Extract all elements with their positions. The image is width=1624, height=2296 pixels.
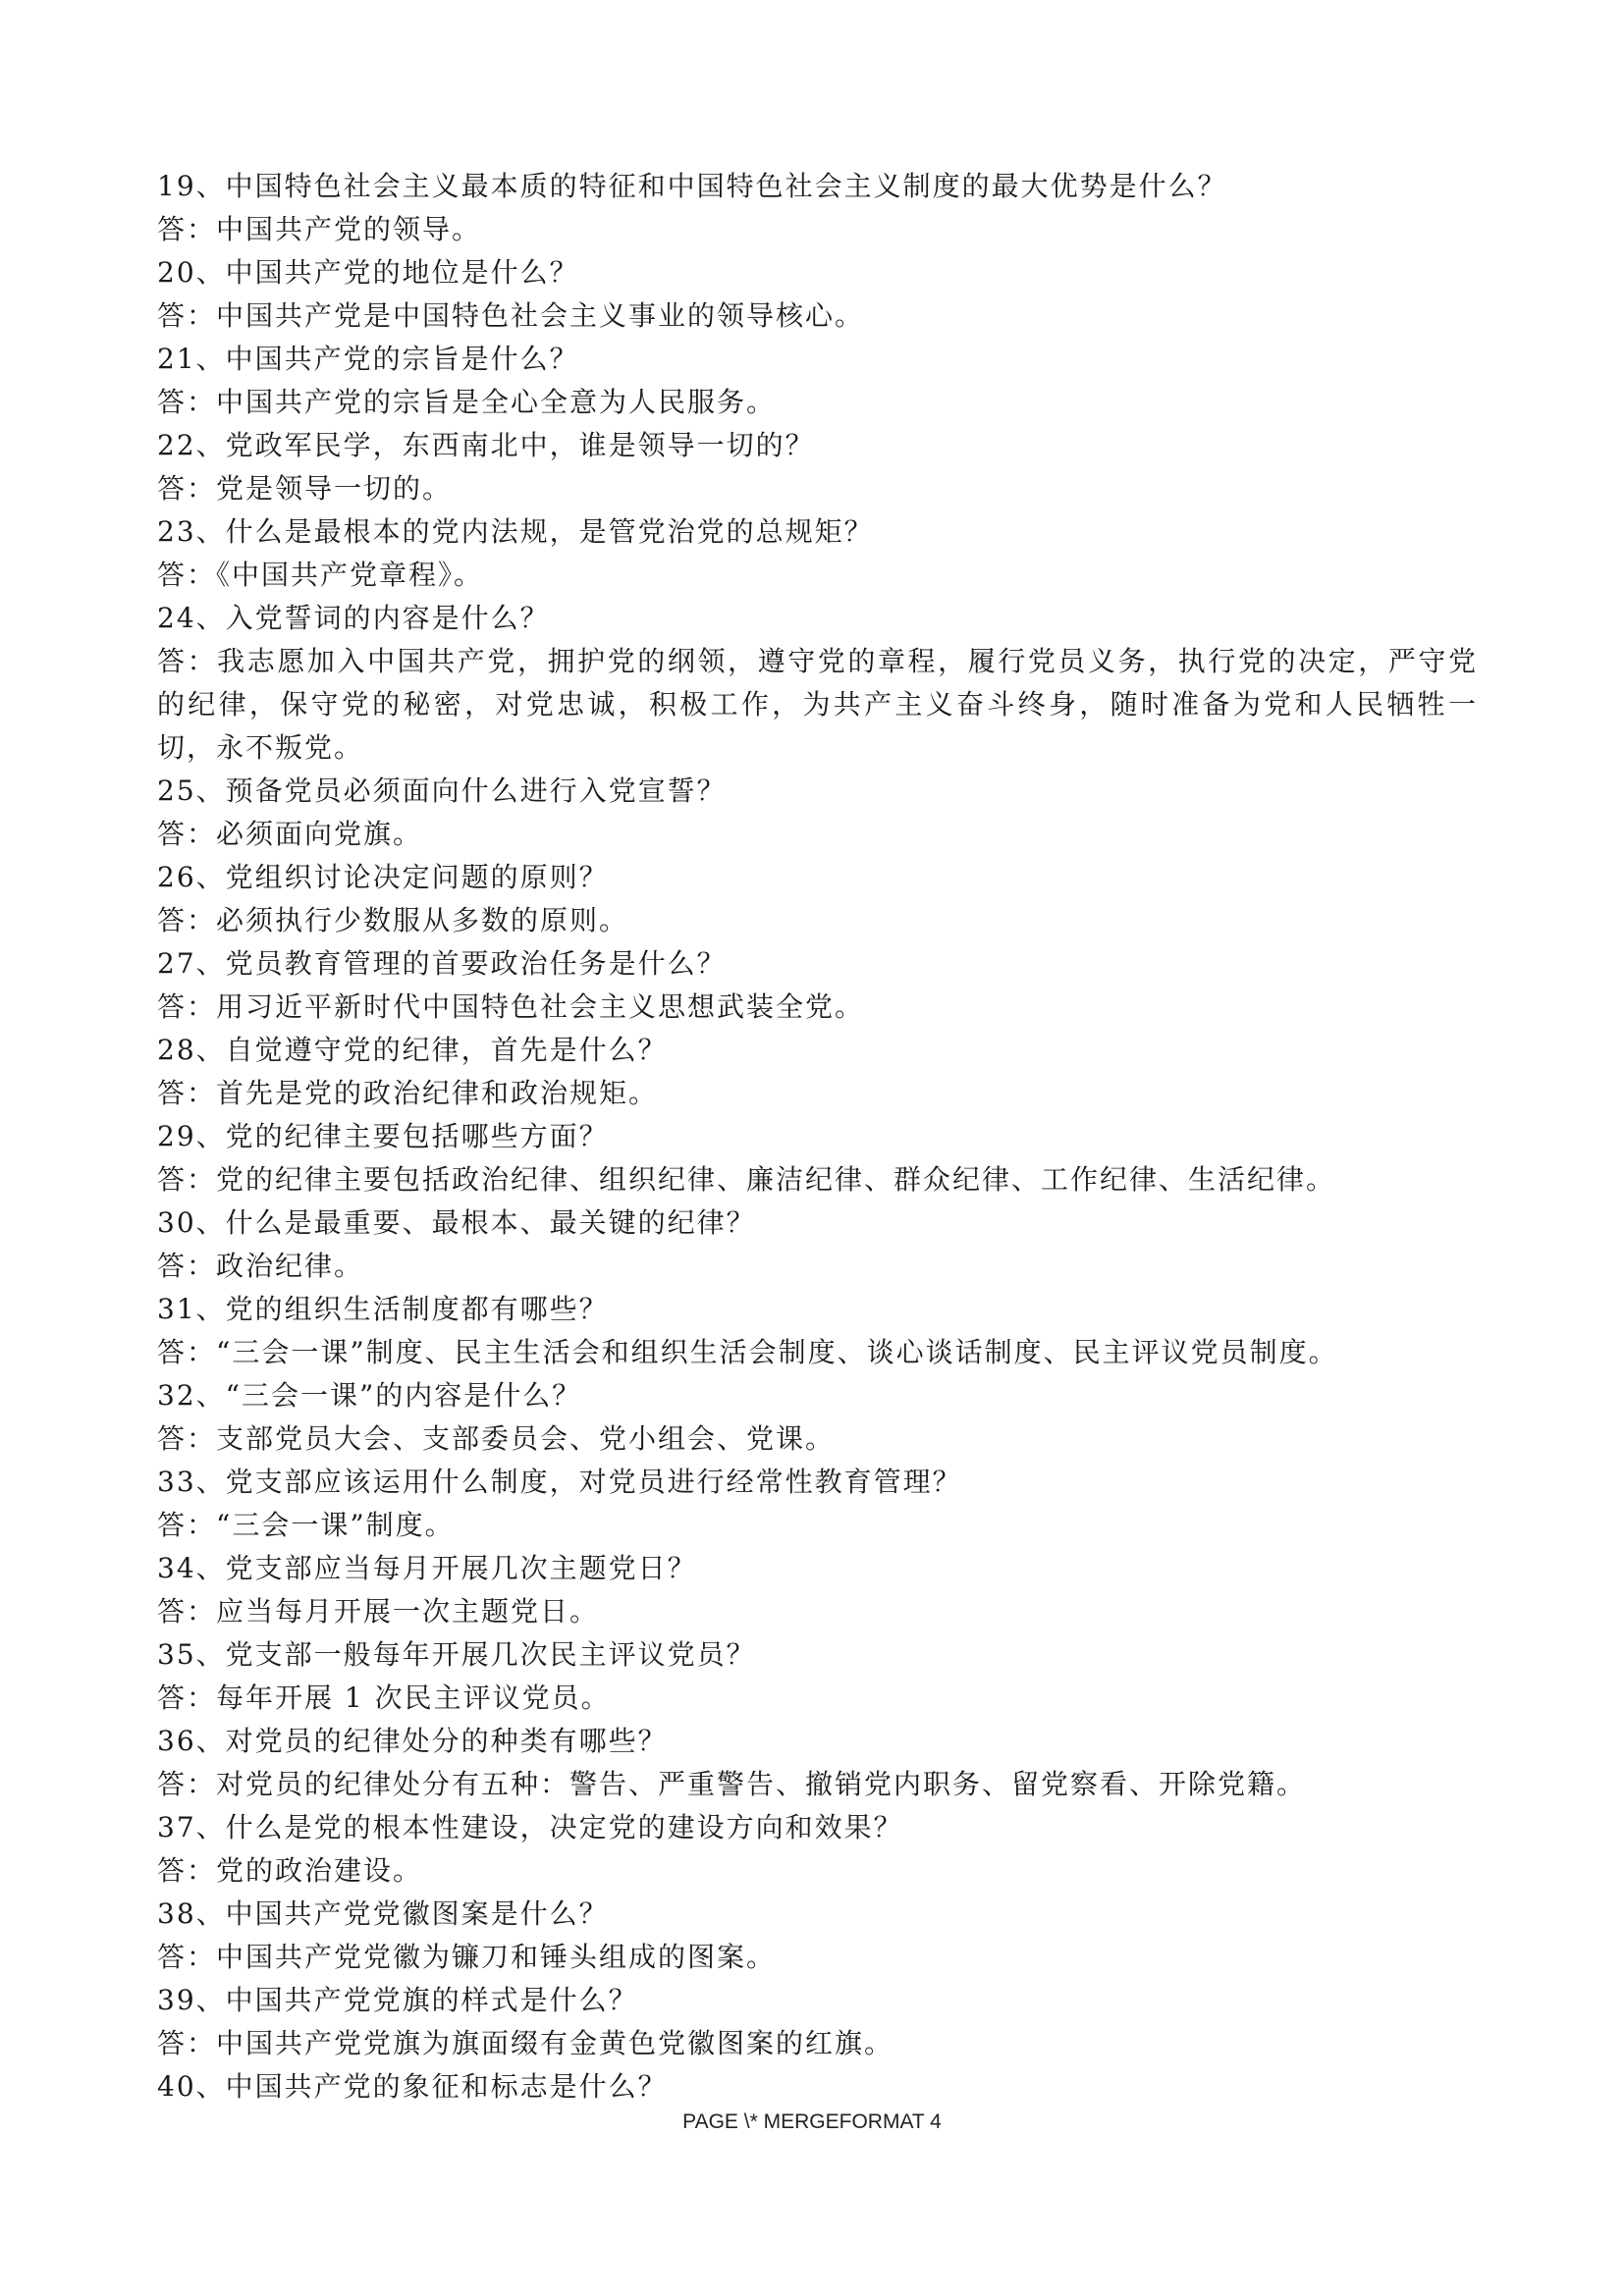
question-26: 26、党组织讨论决定问题的原则？ [157,861,609,893]
answer-19: 答：中国共产党的领导。 [157,213,482,245]
question-21: 21、中国共产党的宗旨是什么？ [157,343,579,375]
page-footer: PAGE \* MERGEFORMAT 4 [682,2110,942,2133]
question-29: 29、党的纪律主要包括哪些方面？ [157,1120,609,1152]
question-39: 39、中国共产党党旗的样式是什么？ [157,1984,638,2016]
answer-39: 答：中国共产党党旗为旗面缀有金黄色党徽图案的红旗。 [157,2027,894,2059]
question-27: 27、党员教育管理的首要政治任务是什么？ [157,947,727,980]
answer-21: 答：中国共产党的宗旨是全心全意为人民服务。 [157,386,777,418]
question-40: 40、中国共产党的象征和标志是什么？ [157,2070,668,2103]
question-30: 30、什么是最重要、最根本、最关键的纪律？ [157,1206,756,1239]
question-20: 20、中国共产党的地位是什么？ [157,256,579,289]
answer-25: 答：必须面向党旗。 [157,818,423,850]
answer-28: 答：首先是党的政治纪律和政治规矩。 [157,1077,659,1109]
question-35: 35、党支部一般每年开展几次民主评议党员？ [157,1638,756,1671]
question-28: 28、自觉遵守党的纪律，首先是什么？ [157,1034,668,1066]
question-22: 22、党政军民学，东西南北中，谁是领导一切的？ [157,429,815,461]
question-19: 19、中国特色社会主义最本质的特征和中国特色社会主义制度的最大优势是什么？ [157,170,1227,202]
question-34: 34、党支部应当每月开展几次主题党日？ [157,1552,697,1584]
question-31: 31、党的组织生活制度都有哪些？ [157,1293,609,1325]
answer-37: 答：党的政治建设。 [157,1854,423,1887]
answer-32: 答：支部党员大会、支部委员会、党小组会、党课。 [157,1422,836,1455]
question-36: 36、对党员的纪律处分的种类有哪些？ [157,1725,668,1757]
question-23: 23、什么是最根本的党内法规，是管党治党的总规矩？ [157,515,874,548]
answer-35: 答：每年开展 1 次民主评议党员。 [157,1682,611,1714]
question-25: 25、预备党员必须面向什么进行入党宣誓？ [157,774,727,807]
answer-24: 答：我志愿加入中国共产党，拥护党的纲领，遵守党的章程，履行党员义务，执行党的决定，严守党的纪律，保守党的秘密，对党忠诚，积极工作，为共产主义奋斗终身，随时准备为党和人民牺牲一切，永不叛党。 [157,645,1478,764]
answer-34: 答：应当每月开展一次主题党日。 [157,1595,600,1628]
question-32: 32、“三会一课”的内容是什么？ [157,1379,582,1412]
answer-38: 答：中国共产党党徽为镰刀和锤头组成的图案。 [157,1941,777,1973]
answer-33: 答：“三会一课”制度。 [157,1509,455,1541]
answer-23: 答：《中国共产党章程》。 [157,559,484,591]
answer-31: 答：“三会一课”制度、民主生活会和组织生活会制度、谈心谈话制度、民主评议党员制度。 [157,1336,1338,1368]
question-24: 24、入党誓词的内容是什么？ [157,602,550,634]
question-33: 33、党支部应该运用什么制度，对党员进行经常性教育管理？ [157,1466,962,1498]
answer-27: 答：用习近平新时代中国特色社会主义思想武装全党。 [157,990,865,1023]
answer-20: 答：中国共产党是中国特色社会主义事业的领导核心。 [157,299,865,332]
question-38: 38、中国共产党党徽图案是什么？ [157,1897,609,1930]
answer-30: 答：政治纪律。 [157,1250,364,1282]
answer-22: 答：党是领导一切的。 [157,472,453,505]
question-37: 37、什么是党的根本性建设，决定党的建设方向和效果？ [157,1811,903,1843]
answer-29: 答：党的纪律主要包括政治纪律、组织纪律、廉洁纪律、群众纪律、工作纪律、生活纪律。 [157,1163,1336,1196]
document-body [157,165,1478,2109]
answer-26: 答：必须执行少数服从多数的原则。 [157,904,629,936]
answer-36: 答：对党员的纪律处分有五种：警告、严重警告、撤销党内职务、留党察看、开除党籍。 [157,1768,1307,1800]
